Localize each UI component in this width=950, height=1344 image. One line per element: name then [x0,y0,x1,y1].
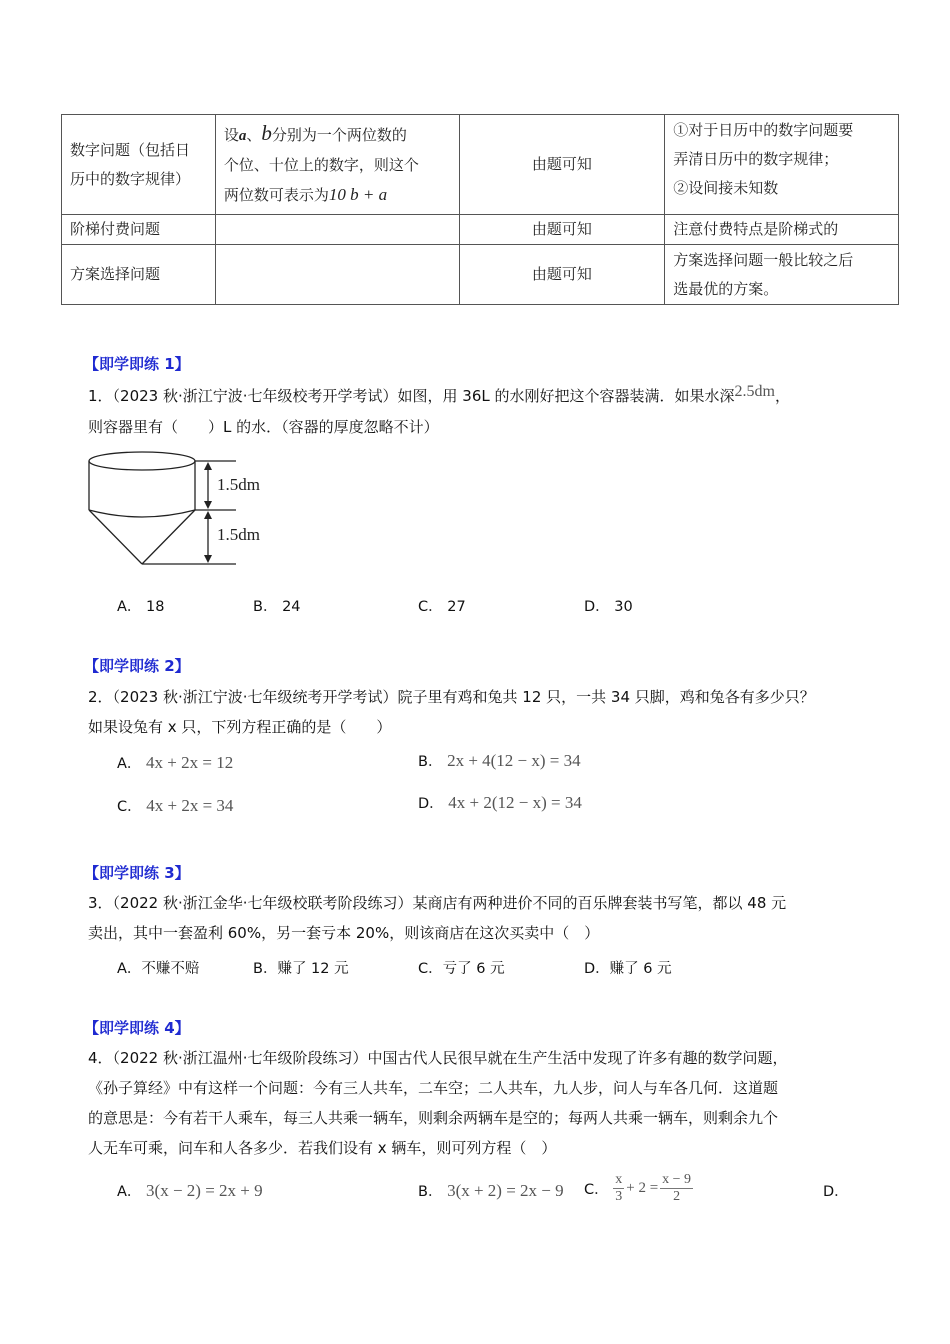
setup-line-1: 设a、b分别为一个两位数的 [223,121,407,145]
table-cell-type: 数字问题（包括日 历中的数字规律） [62,115,216,215]
option-b[interactable]: B． 24 [253,599,301,615]
option-a[interactable]: A． 3(x − 2) = 2x + 9 [117,1181,263,1200]
table-cell-type: 方案选择问题 [62,245,216,305]
exercise-1-question: 1．（2023 秋·浙江宁波·七年级校考开学考试）如图，用 36L 的水刚好把这个容器装满．如果水深2.5dm， 则容器里有（ ）L 的水．（容器的厚度忽略不计） [88,383,790,436]
inline-math: 2.5dm [734,383,775,400]
table-row [62,215,899,245]
option-d[interactable]: D．赚了 6 元 [584,961,672,977]
figure-label-bottom: 1.5dm [217,525,260,544]
option-a[interactable]: A． 18 [117,599,165,615]
table-cell-notes: 方案选择问题一般比较之后 选最优的方案。 [665,245,899,305]
option-c[interactable]: C． $\frac{x}{3}$ + 2 = $\frac{x - 9}{2}$ [584,1172,692,1204]
option-b[interactable]: B．赚了 12 元 [253,961,349,977]
option-d[interactable]: D． 30 [584,599,633,615]
option-a[interactable]: A． 4x + 2x = 12 [117,753,234,772]
option-b[interactable]: B． 2x + 4(12 − x) = 34 [418,751,581,770]
table-cell-equality: 由题可知 [459,115,665,215]
container-figure [84,448,284,570]
option-b[interactable]: B． 3(x + 2) = 2x − 9 [418,1181,564,1200]
table-row [62,245,899,305]
figure-label-top: 1.5dm [217,475,260,494]
table-cell-equality: 由题可知 [459,215,665,245]
exercise-3-question: 3．（2022 秋·浙江金华·七年级校联考阶段练习）某商店有两种进价不同的百乐牌套装书写笔，都以 48 元 卖出，其中一套盈利 60%，另一套亏本 20%，则该商店在这次买卖中（ ） [88,894,787,942]
option-c[interactable]: C． 27 [418,599,466,615]
option-c[interactable]: C．亏了 6 元 [418,961,505,977]
exercise-3-heading: 【即学即练 3】 [84,864,190,882]
exercise-4-question: 4．（2022 秋·浙江温州·七年级阶段练习）中国古代人民很早就在生产生活中发现了许多有趣的数学问题， 《孙子算经》中有这样一个问题：今有三人共车，二车空；二人共车，九人步，问人与车各几何．这道题 的意思是：今有若干人乘车，每三人共乘一辆车，则剩余两辆车是空的；每两人共乘一辆车，则剩余九个 人无车可乘，问车和人各多少．若我们设有 x 辆车，则可列方程（ ） [88,1049,788,1157]
option-a[interactable]: A．不赚不赔 [117,961,200,977]
exercise-4-heading: 【即学即练 4】 [84,1019,190,1037]
table-cell-setup [215,215,459,245]
option-d[interactable]: D． 4x + 2(12 − x) = 34 [418,793,582,812]
exercise-2-question: 2．（2023 秋·浙江宁波·七年级统考开学考试）院子里有鸡和兔共 12 只，一共 34 只脚，鸡和兔各有多少只？ 如果设兔有 x 只，下列方程正确的是（ ） [88,688,815,736]
table-cell-type: 阶梯付费问题 [62,215,216,245]
table-cell-notes: ①对于日历中的数字问题要 弄清日历中的数字规律； ②设间接未知数 [665,115,899,215]
exercise-1-heading: 【即学即练 1】 [84,355,190,373]
table-row [62,115,899,215]
table-cell-equality: 由题可知 [459,245,665,305]
option-c[interactable]: C． 4x + 2x = 34 [117,796,234,815]
exercise-2-heading: 【即学即练 2】 [84,657,190,675]
option-d[interactable]: D． [823,1184,849,1200]
summary-table [61,114,899,305]
table-cell-notes: 注意付费特点是阶梯式的 [665,215,899,245]
table-cell-setup: 设a、b分别为一个两位数的 个位、十位上的数字，则这个 两位数可表示为10 b + a [215,115,459,215]
table-cell-setup [215,245,459,305]
